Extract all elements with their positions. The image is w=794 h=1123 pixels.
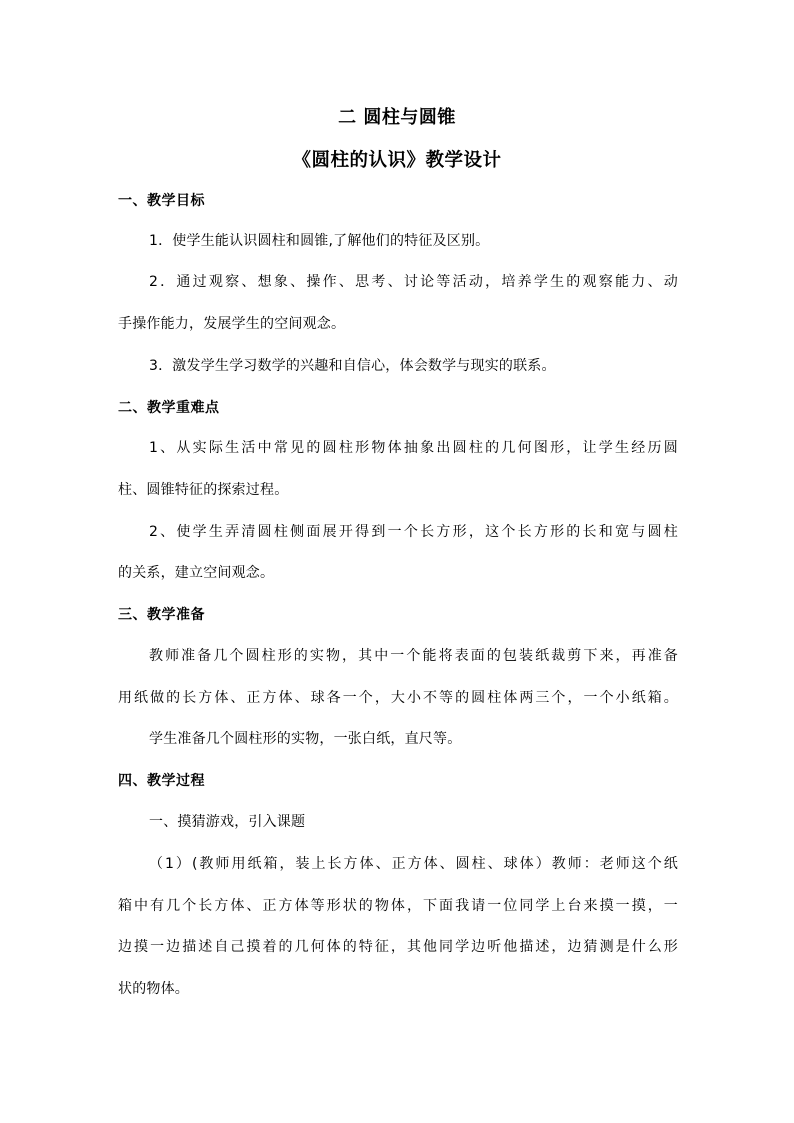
section-heading-process: 四、教学过程	[118, 773, 205, 789]
paragraph-line: 1、从实际生活中常见的圆柱形物体抽象出圆柱的几何图形，让学生经历圆	[149, 440, 678, 456]
paragraph-line: 箱中有几个长方体、正方体等形状的物体，下面我请一位同学上台来摸一摸，一	[118, 898, 678, 914]
paragraph-line: 的关系，建立空间观念。	[118, 565, 275, 581]
chapter-title: 二 圆柱与圆锥	[338, 107, 456, 128]
paragraph-line: 2．通过观察、想象、操作、思考、讨论等活动，培养学生的观察能力、动	[149, 274, 678, 290]
paragraph-line: 手操作能力，发展学生的空间观念。	[118, 316, 346, 332]
paragraph-line: 用纸做的长方体、正方体、球各一个，大小不等的圆柱体两三个，一个小纸箱。	[118, 690, 678, 706]
paragraph-line: 边摸一边描述自己摸着的几何体的特征，其他同学边听他描述，边猜测是什么形	[118, 939, 678, 955]
paragraph-line: （1）(教师用纸箱，装上长方体、正方体、圆柱、球体）教师：老师这个纸	[149, 856, 678, 872]
subsection-heading: 一、摸猜游戏，引入课题	[149, 814, 306, 830]
paragraph-line: 1．使学生能认识圆柱和圆锥,了解他们的特征及区别。	[149, 233, 490, 249]
section-heading-goals: 一、教学目标	[118, 193, 205, 209]
paragraph-line: 教师准备几个圆柱形的实物，其中一个能将表面的包装纸裁剪下来，再准备	[149, 648, 678, 664]
section-heading-key-points: 二、教学重难点	[118, 400, 220, 416]
paragraph-line: 2、使学生弄清圆柱侧面展开得到一个长方形，这个长方形的长和宽与圆柱	[149, 524, 678, 540]
paragraph-line: 状的物体。	[118, 981, 189, 997]
document-title: 《圆柱的认识》教学设计	[292, 150, 502, 171]
section-heading-preparation: 三、教学准备	[118, 607, 205, 623]
paragraph-line: 学生准备几个圆柱形的实物，一张白纸，直尺等。	[149, 731, 462, 747]
paragraph-line: 3．激发学生学习数学的兴趣和自信心，体会数学与现实的联系。	[149, 358, 556, 374]
paragraph-line: 柱、圆锥特征的探索过程。	[118, 482, 289, 498]
